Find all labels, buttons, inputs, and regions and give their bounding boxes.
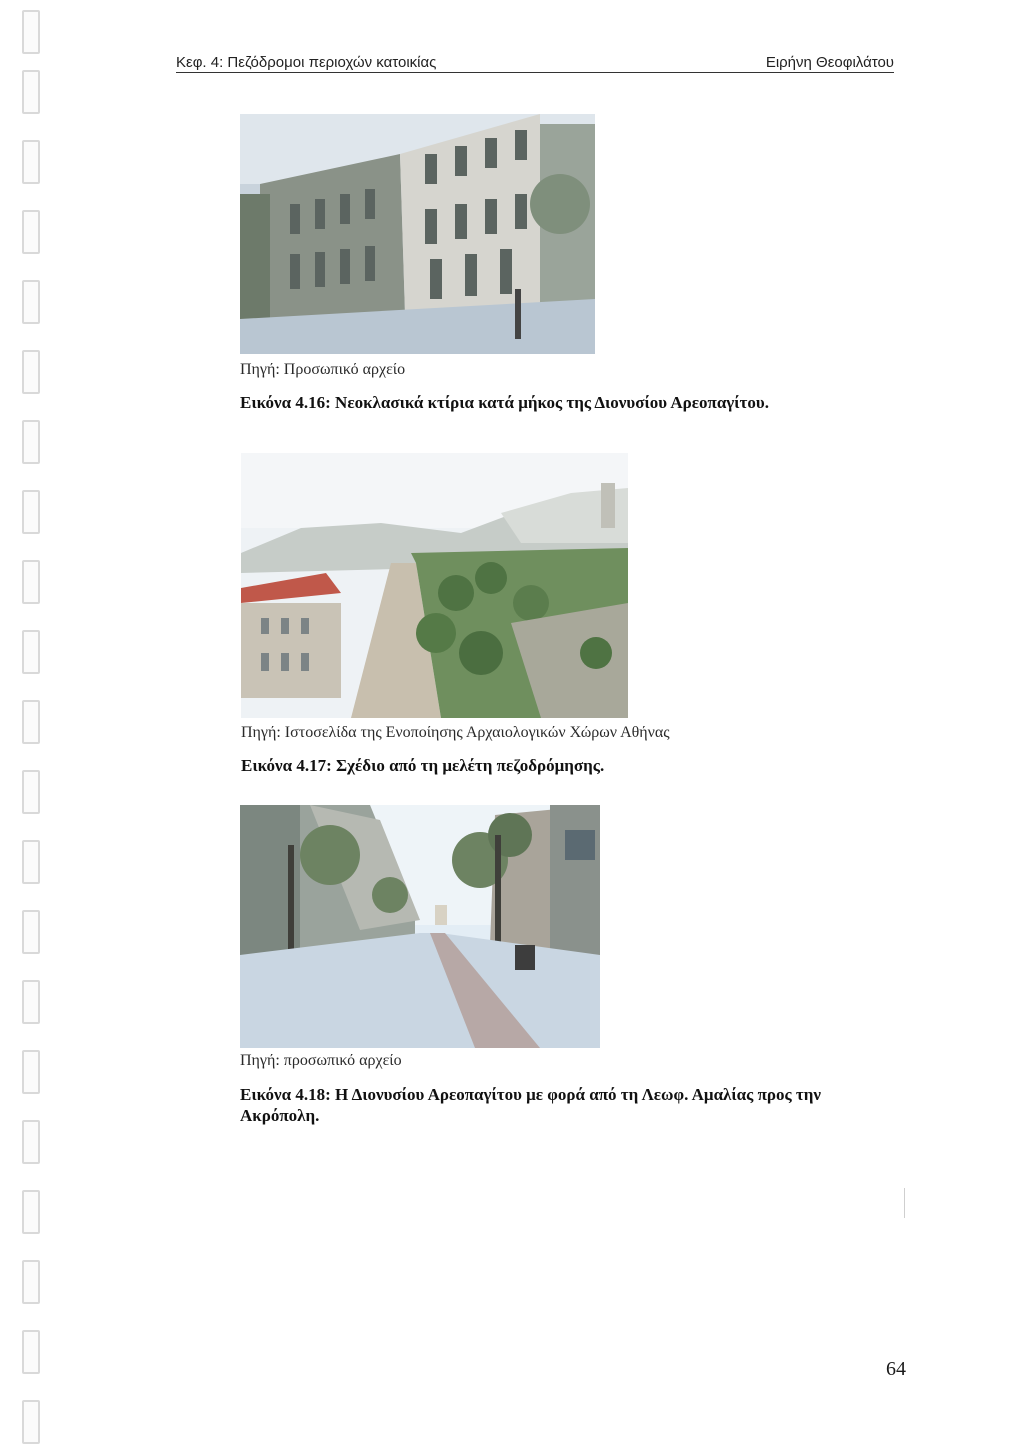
binder-hole bbox=[22, 140, 40, 184]
figure-4-16-caption: Εικόνα 4.16: Νεοκλασικά κτίρια κατά μήκος της Διονυσίου Αρεοπαγίτου. bbox=[240, 393, 769, 412]
figure-4-17-source: Πηγή: Ιστοσελίδα της Ενοποίησης Αρχαιολογικών Χώρων Αθήνας bbox=[241, 724, 670, 741]
figure-4-17-caption: Εικόνα 4.17: Σχέδιο από τη μελέτη πεζοδρόμησης. bbox=[241, 756, 605, 775]
figure-4-18-caption-line-1: Εικόνα 4.18: Η Διονυσίου Αρεοπαγίτου με φορά από τη Λεωφ. Αμαλίας προς την bbox=[240, 1085, 822, 1104]
binder-hole bbox=[22, 1190, 40, 1234]
binder-hole bbox=[22, 980, 40, 1024]
binder-hole bbox=[22, 280, 40, 324]
binder-hole bbox=[22, 210, 40, 254]
running-header bbox=[176, 52, 894, 73]
figure-4-18-photo bbox=[240, 805, 600, 1048]
figure-4-17-photo bbox=[241, 453, 628, 718]
binder-hole bbox=[22, 420, 40, 464]
binder-hole bbox=[22, 1330, 40, 1374]
binder-hole bbox=[22, 490, 40, 534]
binder-hole bbox=[22, 1120, 40, 1164]
author-name: Ειρήνη Θεοφιλάτου bbox=[765, 54, 894, 71]
binder-hole bbox=[22, 1400, 40, 1444]
binder-hole bbox=[22, 630, 40, 674]
figure-4-16-photo bbox=[240, 114, 595, 354]
page-number: 64 bbox=[886, 1358, 906, 1380]
binder-hole bbox=[22, 560, 40, 604]
binder-hole bbox=[22, 350, 40, 394]
binder-hole bbox=[22, 10, 40, 54]
figure-4-16-source: Πηγή: Προσωπικό αρχείο bbox=[240, 361, 406, 378]
figure-4-18-source: Πηγή: προσωπικό αρχείο bbox=[240, 1052, 402, 1069]
binder-hole bbox=[22, 1260, 40, 1304]
binder-hole bbox=[22, 70, 40, 114]
binder-hole bbox=[22, 700, 40, 744]
binder-hole bbox=[22, 1050, 40, 1094]
binder-hole bbox=[22, 840, 40, 884]
chapter-title: Κεφ. 4: Πεζόδρομοι περιοχών κατοικίας bbox=[176, 54, 437, 71]
scan-mark bbox=[904, 1188, 905, 1218]
figure-4-18-caption-line-2: Ακρόπολη. bbox=[240, 1106, 320, 1125]
binder-hole bbox=[22, 770, 40, 814]
binder-hole bbox=[22, 910, 40, 954]
binder-holes bbox=[14, 0, 54, 1448]
